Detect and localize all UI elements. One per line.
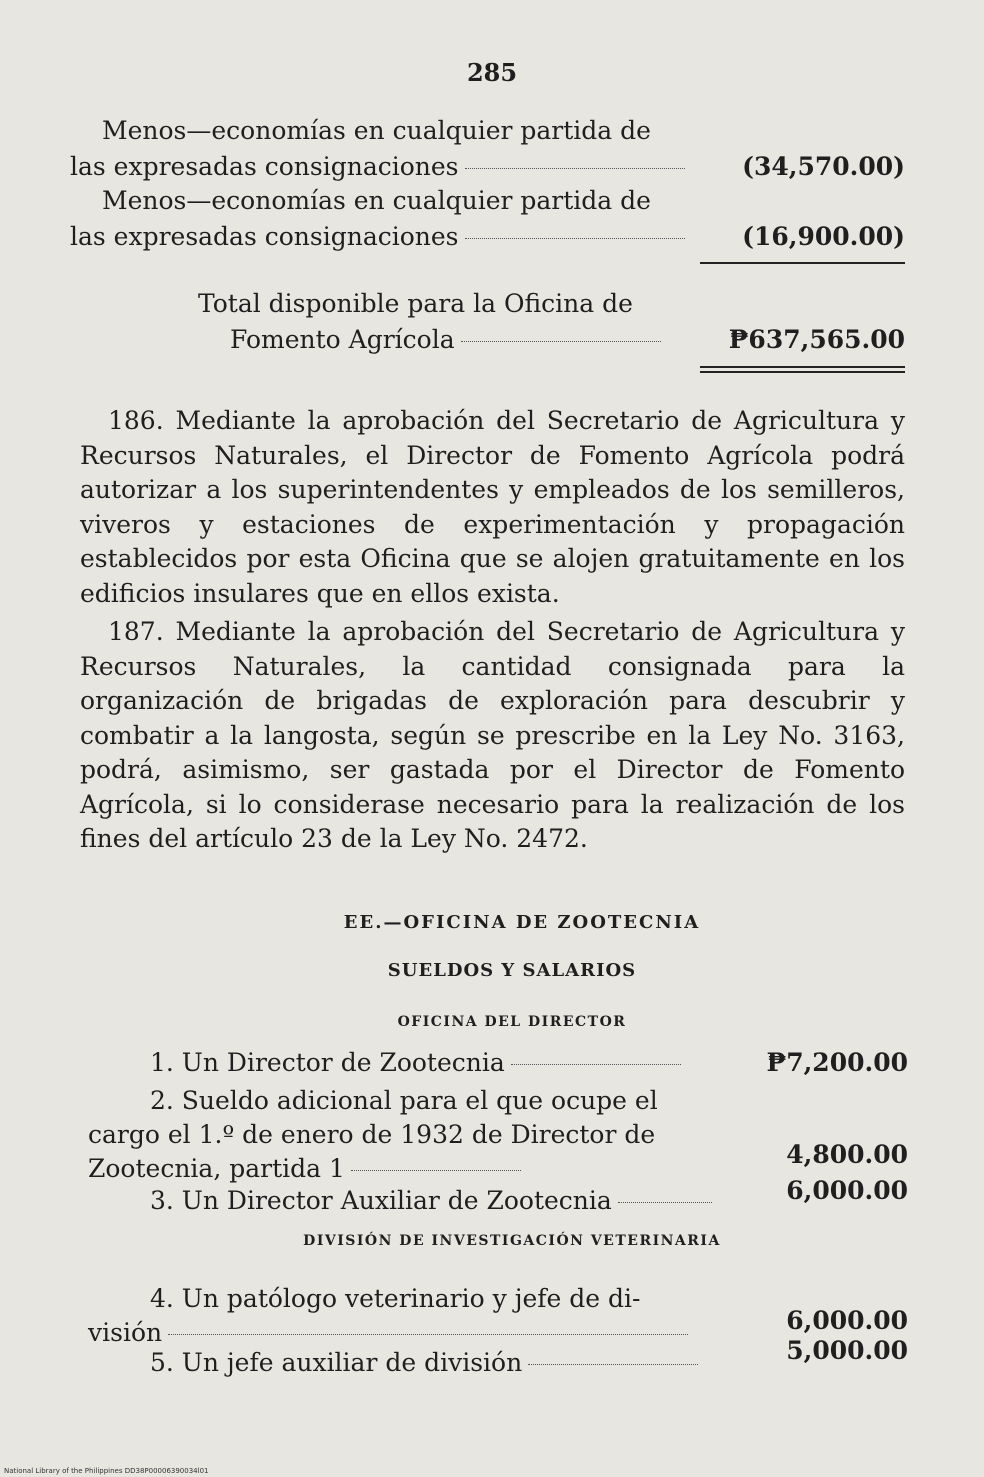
item-amount: 5,000.00 <box>786 1336 908 1365</box>
line-item <box>88 1176 908 1218</box>
paragraph-187: 187. Mediante la aprobación del Secretario de Agricultura y Recursos Naturales, la cantidad consignada para la organización de brigadas de exploración para descubrir y combatir a la langosta, según se prescribe en la Ley No. 3163, podrá, asimismo, ser gastada por el Director de Fomento Agrícola, si lo considerase necesario para la realización de los fines del artículo 23 de la Ley No. 2472. <box>80 617 905 853</box>
item-amount: 6,000.00 <box>786 1306 908 1335</box>
double-rule-bottom <box>700 371 905 373</box>
deduction-amount: (34,570.00) <box>742 152 905 181</box>
total-amount: ₱637,565.00 <box>728 325 905 354</box>
dot-leader <box>465 168 685 169</box>
item-amount: ₱7,200.00 <box>766 1048 908 1077</box>
line-item <box>88 1046 908 1080</box>
total-line2: Fomento Agrícola <box>230 325 455 354</box>
deduction-entry <box>70 113 905 185</box>
dot-leader <box>351 1170 521 1171</box>
item-text: 1. Un Director de Zootecnia <box>150 1048 505 1077</box>
dot-leader <box>168 1334 688 1335</box>
deduction-line1: Menos—economías en cualquier partida de <box>102 116 651 145</box>
deduction-entry <box>70 183 905 255</box>
line-item <box>88 1084 908 1186</box>
item-line2: cargo el 1.º de enero de 1932 de Director de <box>88 1120 656 1149</box>
section-heading: EE.—OFICINA DE ZOOTECNIA <box>343 912 701 933</box>
division-heading: OFICINA DEL DIRECTOR <box>397 1014 627 1030</box>
division-heading: DIVISIÓN DE INVESTIGACIÓN VETERINARIA <box>303 1233 721 1249</box>
item-line1: 2. Sueldo adicional para el que ocupe el <box>150 1086 658 1115</box>
deduction-line1: Menos—economías en cualquier partida de <box>102 186 651 215</box>
line-item <box>88 1336 908 1380</box>
scan-footer: National Library of the Philippines DD38P00006390034l01 <box>4 1467 209 1475</box>
dot-leader <box>528 1364 698 1365</box>
item-line1: 4. Un patólogo veterinario y jefe de di- <box>150 1284 641 1313</box>
item-amount: 6,000.00 <box>786 1176 908 1205</box>
subtotal-rule <box>700 262 905 264</box>
total-entry <box>70 286 905 358</box>
deduction-line2: las expresadas consignaciones <box>70 152 459 181</box>
deduction-line2: las expresadas consignaciones <box>70 222 459 251</box>
item-amount: 4,800.00 <box>786 1140 908 1169</box>
item-line2: visión <box>88 1318 163 1347</box>
page-number: 285 <box>466 58 518 87</box>
item-text: 5. Un jefe auxiliar de división <box>150 1348 523 1377</box>
dot-leader <box>461 341 661 342</box>
dot-leader <box>618 1202 712 1203</box>
item-line3: Zootecnia, partida 1 <box>88 1154 345 1183</box>
dot-leader <box>511 1064 681 1065</box>
subsection-heading: SUELDOS Y SALARIOS <box>387 960 637 981</box>
dot-leader <box>465 238 685 239</box>
item-text: 3. Un Director Auxiliar de Zootecnia <box>150 1186 612 1215</box>
double-rule-top <box>700 366 905 368</box>
deduction-amount: (16,900.00) <box>742 222 905 251</box>
paragraph-186: 186. Mediante la aprobación del Secretario de Agricultura y Recursos Naturales, el Director de Fomento Agrícola podrá autorizar a los superintendentes y empleados de los semilleros, viveros y estaciones de experimentación y propagación establecidos por esta Oficina que se alojen gratuitamente en los edificios insulares que en ellos exista. <box>80 406 905 608</box>
total-line1: Total disponible para la Oficina de <box>198 289 633 318</box>
